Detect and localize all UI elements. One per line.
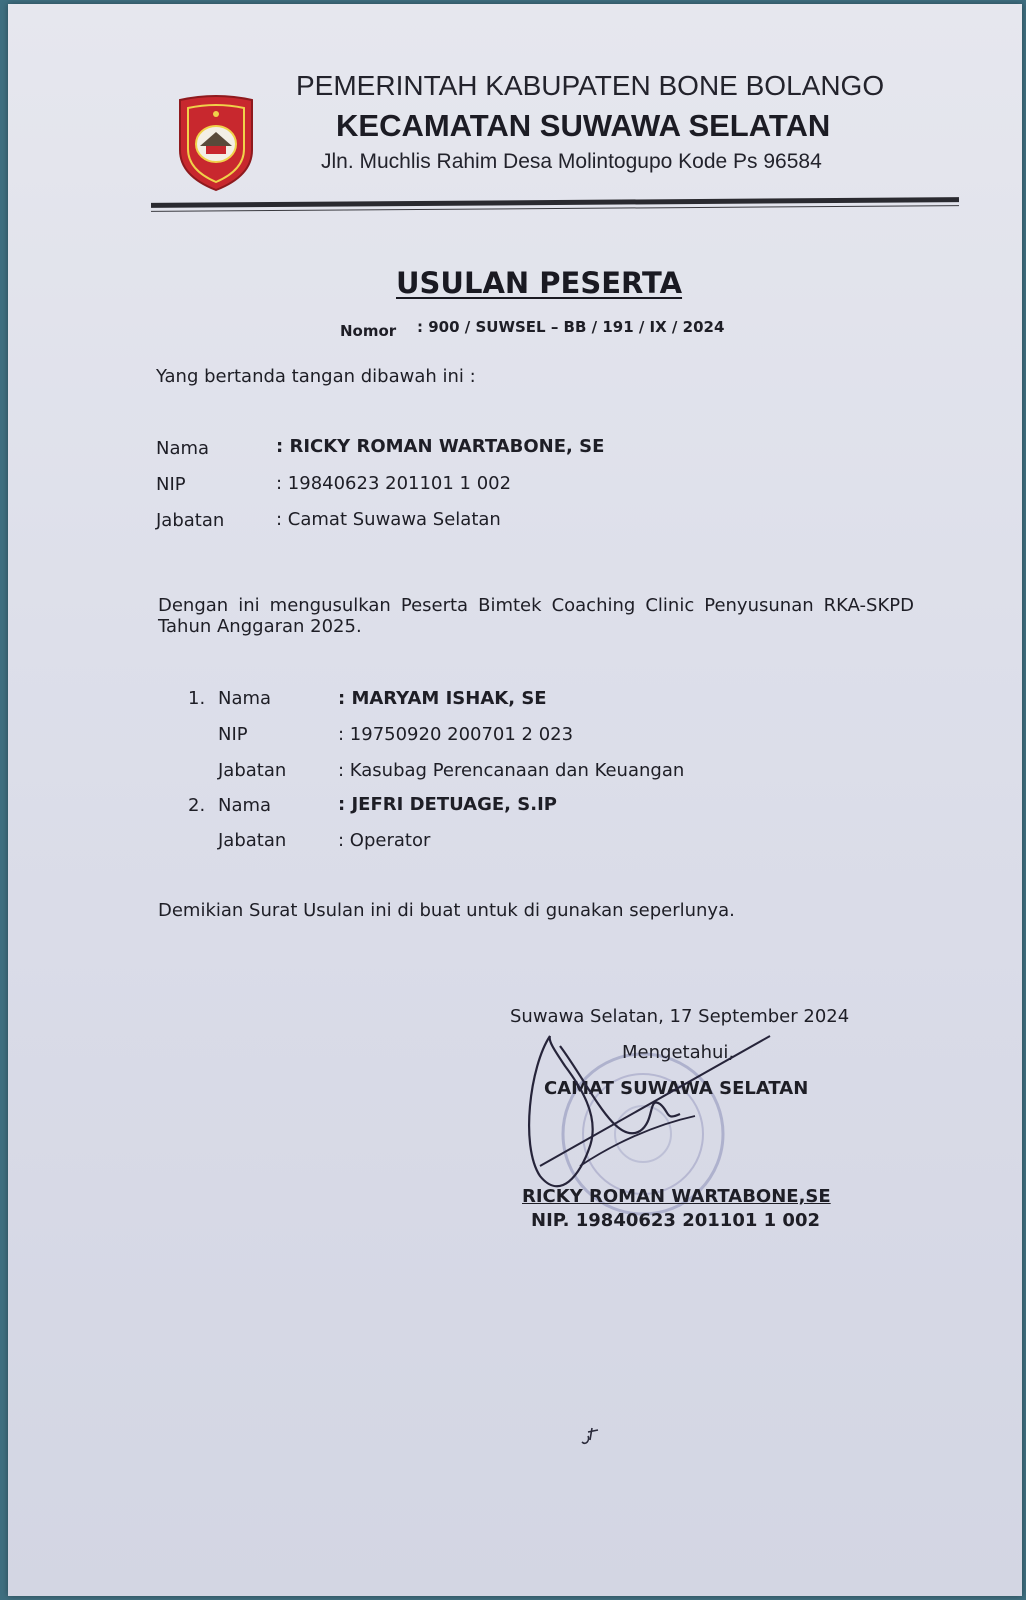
body-text: Dengan ini mengusulkan Peserta Bimtek Coaching Clinic Penyusunan RKA-SKPD [158, 595, 914, 616]
handwritten-mark-icon [576, 1420, 606, 1450]
participant-1-position-value: : Kasubag Perencanaan dan Keuangan [338, 760, 685, 781]
signer-nip-value: : 19840623 201101 1 002 [276, 473, 512, 494]
participant-1-nip-value: : 19750920 200701 2 023 [338, 724, 574, 745]
document-page [8, 4, 1022, 1596]
participant-1-position-label: Jabatan [218, 760, 287, 781]
signer-position-title: CAMAT SUWAWA SELATAN [544, 1078, 809, 1099]
participant-1-number: 1. [188, 688, 206, 709]
header-address: Jln. Muchlis Rahim Desa Molintogupo Kode Ps 96584 [321, 150, 822, 173]
participant-1-name-label: Nama [218, 688, 272, 709]
participant-2-number: 2. [188, 795, 206, 816]
regency-emblem-shield-icon [174, 94, 258, 192]
intro-text: Yang bertanda tangan dibawah ini : [156, 366, 476, 387]
participant-2-name-value: : JEFRI DETUAGE, S.IP [338, 794, 557, 815]
participant-2-name-label: Nama [218, 795, 272, 816]
signer-name-label: Nama [156, 438, 210, 459]
participant-1-nip-label: NIP [218, 724, 248, 745]
participant-1-name-value: : MARYAM ISHAK, SE [338, 688, 547, 709]
body-text-2: Tahun Anggaran 2025. [158, 616, 362, 637]
signer-name-value: : RICKY ROMAN WARTABONE, SE [276, 436, 605, 457]
signer-position-value: : Camat Suwawa Selatan [276, 509, 501, 530]
signer-full-nip: NIP. 19840623 201101 1 002 [531, 1210, 820, 1231]
signer-full-name: RICKY ROMAN WARTABONE,SE [522, 1186, 831, 1207]
document-title: USULAN PESERTA [396, 266, 683, 300]
signer-nip-label: NIP [156, 474, 186, 495]
nomor-value: : 900 / SUWSEL – BB / 191 / IX / 2024 [417, 318, 725, 336]
participant-2-position-value: : Operator [338, 830, 431, 851]
closing-text: Demikian Surat Usulan ini di buat untuk di gunakan seperlunya. [158, 900, 735, 921]
acknowledged-text: Mengetahui, [622, 1042, 735, 1063]
header-district-name: KECAMATAN SUWAWA SELATAN [336, 108, 831, 143]
participant-2-position-label: Jabatan [218, 830, 287, 851]
signer-position-label: Jabatan [156, 510, 225, 531]
nomor-label: Nomor [340, 322, 397, 340]
place-date: Suwawa Selatan, 17 September 2024 [510, 1006, 850, 1027]
header-government-name: PEMERINTAH KABUPATEN BONE BOLANGO [296, 70, 885, 101]
